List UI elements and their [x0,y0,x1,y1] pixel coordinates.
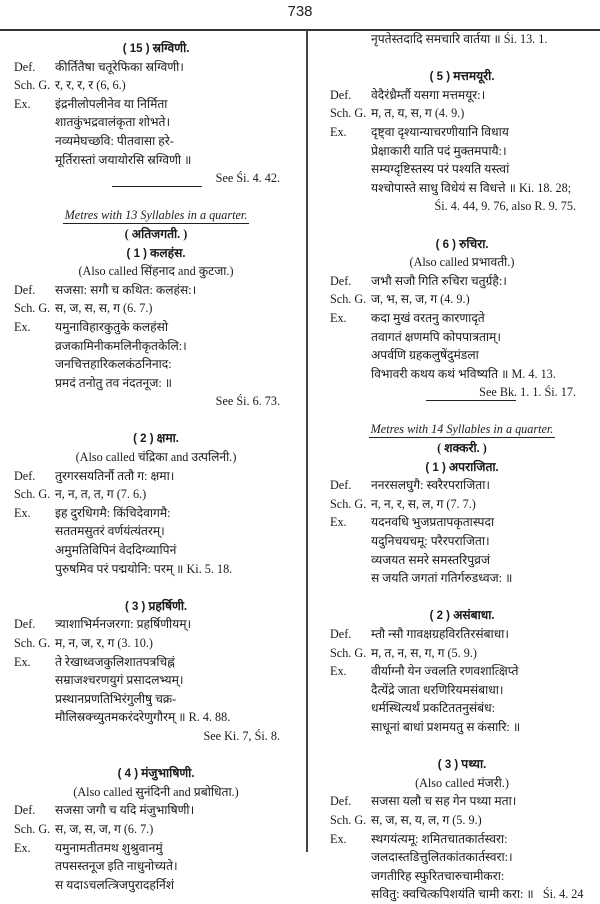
example-line: सम्यग्दृष्टिस्तस्य परं पश्यति यस्त्वां [371,162,510,177]
def-label: Def. [14,59,36,74]
example-line: सवितु: क्वचित्कपिशयंति चामी करा: ॥ Śi. 4. 24 [371,887,584,902]
def-label: Def. [330,794,352,809]
definition-text: कीर्तितैषा चतूरेफिका स्रग्विणी। [55,59,184,74]
example-line: स्थगयंत्यमू: शमितचातकार्तस्वरा: [371,831,508,846]
also-called: (Also called सिंहनाद and कुटजा.) [78,264,234,279]
example-line: यश्चोपास्ते साधु विधेयं स विधत्ते ॥ Ki. 18. 28; [371,180,572,195]
definition-text: सजसा यलौ च सह गेन पथ्या मता। [371,794,517,809]
scheme-row [330,495,594,514]
def-label: Def. [14,468,36,483]
definition-row [330,272,594,291]
heading-number: ( 15 ) [122,43,150,55]
definition-text: सजसा जगौ च यदि मंजुभाषिणी। [55,803,195,818]
metre-heading-manjubhashini [14,764,298,783]
scheme-row [330,290,594,309]
scheme-row [14,299,298,318]
example-line: तवागतं क्षणमपि कोपपात्रताम्। [371,329,501,344]
heading-name: मत्तमयूरी. [453,69,495,84]
see-reference [14,169,298,188]
example-line: यदुनिचयचमू: परैरपराजिता। [371,534,490,549]
heading-number: ( 1 ) [126,247,147,260]
right-column [308,30,600,904]
metre-heading-pathya [330,755,594,774]
example-line: यदनवधि भुजप्रतापकृतास्पदा [371,515,495,530]
example-line: विभावरी कथय कथं भविष्यति ॥ M. 4. 13. [371,366,556,381]
scheme-text: न, न, त, त, ग (7. 6.) [55,487,147,502]
example-line: यमुनाविहारकुतुके कलहंसो [55,319,169,334]
scheme-row [14,76,298,95]
heading-name: अपराजिता. [448,459,499,474]
example-line: यमुनामतीतमथ शुश्रुवानमुं [55,840,163,855]
example-row [330,830,594,849]
example-line: इह दुरधिगमै: किंचिदेवागमै: [55,505,171,520]
heading-number: ( 2 ) [133,433,154,446]
also-called: (Also called मंजरी.) [415,775,509,790]
example-row [14,504,298,523]
definition-text: वेदैरंध्रैर्म्तौ यसगा मत्तमयूर:। [371,87,486,102]
also-called: (Also called सुनंदिनी and प्रबोधिता.) [73,784,239,799]
heading-number: ( 5 ) [429,71,451,84]
ex-label: Ex. [14,319,31,334]
ex-label: Ex. [330,515,347,530]
def-label: Def. [330,478,352,493]
heading-number: ( 6 ) [435,238,457,251]
example-row [330,309,594,328]
heading-name: क्षमा. [156,431,179,446]
example-line: तपसस्तनूज इति नाधुनोच्यते। [55,859,178,874]
example-line: मौलिस्रक्च्युतमकरंदरेणुगौरम् ॥ R. 4. 88. [55,710,231,725]
definition-row [330,625,594,644]
scheme-text: र, र, र, र (6, 6.) [55,78,126,93]
see-underline [112,186,202,187]
heading-number: ( 1 ) [425,461,446,474]
ex-label: Ex. [330,831,347,846]
example-line: जलदास्तडित्तुलितकांतकार्तस्वरा:। [371,850,513,865]
example-line: धर्मस्थित्यर्थं प्रकटिततनुसंबंध: [371,701,495,716]
ex-label: Ex. [14,654,31,669]
heading-name: रुचिरा. [459,236,489,251]
see-reference-text: See Śi. 4. 42. [215,171,280,186]
example-row [14,95,298,114]
example-line: मूर्तिरास्तां जयायोरसि स्रग्विणी ॥ [55,152,192,167]
ex-label: Ex. [14,96,31,111]
sch-label: Sch. G. [14,78,51,93]
example-line: दैत्येंद्रे जाता धरणिरियमसंबाधा। [371,682,504,697]
metre-heading-ruchira [330,235,594,254]
section-title-text: Metres with 14 Syllables in a quarter. [370,422,554,437]
def-label: Def. [330,87,352,102]
example-line: स यदाऽचलत्त्रिजपुरादहर्निशं [55,877,175,892]
metre-heading-mattamayuri [330,67,594,86]
sch-label: Sch. G. [330,496,367,511]
heading-number: ( 3 ) [124,600,146,613]
section-title-14-syllables [330,420,594,439]
section-title-13-syllables [14,206,298,225]
example-line: नव्यमेघच्छवि: पीतवासा हरे- [55,133,174,148]
definition-text: त्र्याशाभिर्मनजरगा: प्रहर्षिणीयम्। [55,617,192,632]
scheme-text: न, न, र, स, ल, ग (7. 7.) [371,496,476,511]
heading-name: स्रग्विणी. [152,41,190,55]
also-called: (Also called चंद्रिका and उत्पलिनी.) [75,450,237,465]
example-line: सम्राजश्चरणयुगं प्रसादलभ्यम्। [55,673,184,688]
continued-example-line: नृपतेस्तदादि समचारि वार्तया ॥ Śi. 13. 1. [371,32,548,46]
def-label: Def. [330,627,352,641]
ex-label: Ex. [14,505,31,520]
def-label: Def. [14,282,36,297]
example-line: व्यजयत समरे समस्तरिपुव्रजं [371,552,490,567]
example-line: इंद्रनीलोपलीनेव या निर्मिता [55,96,168,111]
definition-row [14,615,298,634]
example-line: साधूनां बाधां प्रशमयतु स कंसारि: ॥ [371,719,521,734]
sch-label: Sch. G. [330,106,367,121]
sch-label: Sch. G. [14,821,51,836]
metre-heading-praharshini [14,597,298,616]
definition-text: जभौ सजौ गिति रुचिरा चतुर्ग्रहै:। [371,273,507,288]
scheme-text: म, त, न, स, ग, ग (5. 9.) [371,645,477,660]
ex-label: Ex. [14,840,31,855]
example-line: अपर्वणि ग्रहकलुषेंदुमंडला [371,348,479,363]
heading-number: ( 2 ) [429,610,451,623]
scheme-text: स, ज, स, ज, ग (6. 7.) [55,821,154,836]
left-column [0,30,306,894]
see-reference: See Śi. 6. 73. [215,394,280,409]
see-reference: Śi. 4. 44, 9. 76, also R. 9. 75. [434,199,576,214]
ex-label: Ex. [330,124,347,139]
sch-label: Sch. G. [14,636,51,650]
metre-heading-asambadha [330,606,594,625]
definition-row [330,792,594,811]
example-line: वीर्याग्नौ येन ज्वलति रणवशात्क्षिप्ते [371,664,519,679]
heading-name: असंबाधा. [453,608,495,623]
metre-class-atijagati: ( अतिजगती. ) [124,226,188,241]
definition-row [14,467,298,486]
definition-text: तुरगरसयतिर्नौ ततौ ग: क्षमा। [55,468,175,483]
see-reference: See Ki. 7, Śi. 8. [203,728,280,743]
example-row [14,839,298,858]
heading-name: पथ्या. [461,757,487,772]
scheme-text: स, ज, स, य, ल, ग (5. 9.) [371,812,482,827]
ex-label: Ex. [330,664,347,679]
scheme-row [330,644,594,663]
example-line: ते रेखाध्वजकुलिशातपत्रचिह्नं [55,654,175,669]
also-called: (Also called प्रभावती.) [409,255,515,270]
definition-row [14,58,298,77]
scheme-text: स, ज, स, स, ग (6. 7.) [55,301,153,316]
example-line: स जयति जगतां गतिर्गरुडध्वज: ॥ [371,571,513,586]
definition-row [14,281,298,300]
scheme-text: ज, भ, स, ज, ग (4. 9.) [371,292,470,307]
see-reference [330,383,594,402]
def-label: Def. [14,803,36,818]
definition-row [330,476,594,495]
example-line: दृष्ट्वा दृश्यान्याचरणीयानि विधाय [371,124,509,139]
metre-heading-kalahamsa [14,244,298,263]
heading-number: ( 3 ) [437,759,459,772]
see-reference-text: See Bk. 1. 1. Śi. 17. [479,385,576,400]
example-line: शातकुंभद्रवालंकृता शोभते। [55,115,171,130]
scheme-row [14,820,298,839]
heading-number: ( 4 ) [117,768,139,781]
see-underline [426,400,516,401]
example-line: प्रमदं तनोतु तव नंदतनूज: ॥ [55,375,173,390]
scheme-text: म, न, ज, र, ग (3. 10.) [55,636,153,650]
example-line: जगतीरिह स्फुरितचारुचामीकरा: [371,868,505,883]
sch-label: Sch. G. [330,645,367,660]
example-line: पुरुषमिव परं पद्मयोनि: परम् ॥ Ki. 5. 18. [55,561,233,576]
metre-heading-sragvini [14,39,298,58]
definition-text: ननरसलघुगै: स्वरैरपराजिता। [371,478,490,493]
scheme-row [330,104,594,123]
metre-class-shakkari: ( शक्करी. ) [437,441,487,456]
example-line: सततमसुतरं वर्णयंत्यंतरम्। [55,524,165,539]
sch-label: Sch. G. [14,301,51,316]
definition-text: म्तौ न्सौ गावक्षग्रहविरतिरसंबाधा। [371,627,509,641]
example-row [330,662,594,681]
definition-text: सजसा: सगौ च कथित: कलहंस:। [55,282,197,297]
sch-label: Sch. G. [330,292,367,307]
example-line: प्रस्थानप्रणतिभिरंगुलीषु चक्र- [55,691,177,706]
def-label: Def. [330,273,352,288]
example-line: व्रजकामिनीकमलिनीकृतकेलि:। [55,338,187,353]
example-line: कदा मुखं वरतनु कारणादृते [371,310,485,325]
metre-heading-aparajita [330,458,594,477]
example-line: जनचित्तहारिकलकंठनिनाद: [55,357,172,372]
scheme-row [14,485,298,504]
section-title-text: Metres with 13 Syllables in a quarter. [64,208,248,223]
metre-heading-kshama [14,429,298,448]
heading-name: प्रहर्षिणी. [148,598,188,613]
ex-label: Ex. [330,310,347,325]
heading-name: मंजुभाषिणी. [141,766,195,781]
heading-name: कलहंस. [150,245,186,260]
scheme-row [14,634,298,653]
example-row [330,513,594,532]
def-label: Def. [14,617,36,632]
page-number: 738 [287,3,313,20]
example-row [14,653,298,672]
scheme-text: म, त, य, स, ग (4. 9.) [371,106,465,121]
sch-label: Sch. G. [14,487,51,502]
example-row [330,123,594,142]
definition-row [330,86,594,105]
example-line: प्रेक्षाकारी याति पदं मुक्तमपायै:। [371,143,507,158]
scheme-row [330,811,594,830]
definition-row [14,801,298,820]
example-row [14,318,298,337]
sch-label: Sch. G. [330,812,367,827]
example-line: अमुमतिविपिनं वेददिग्व्यापिनं [55,543,177,558]
